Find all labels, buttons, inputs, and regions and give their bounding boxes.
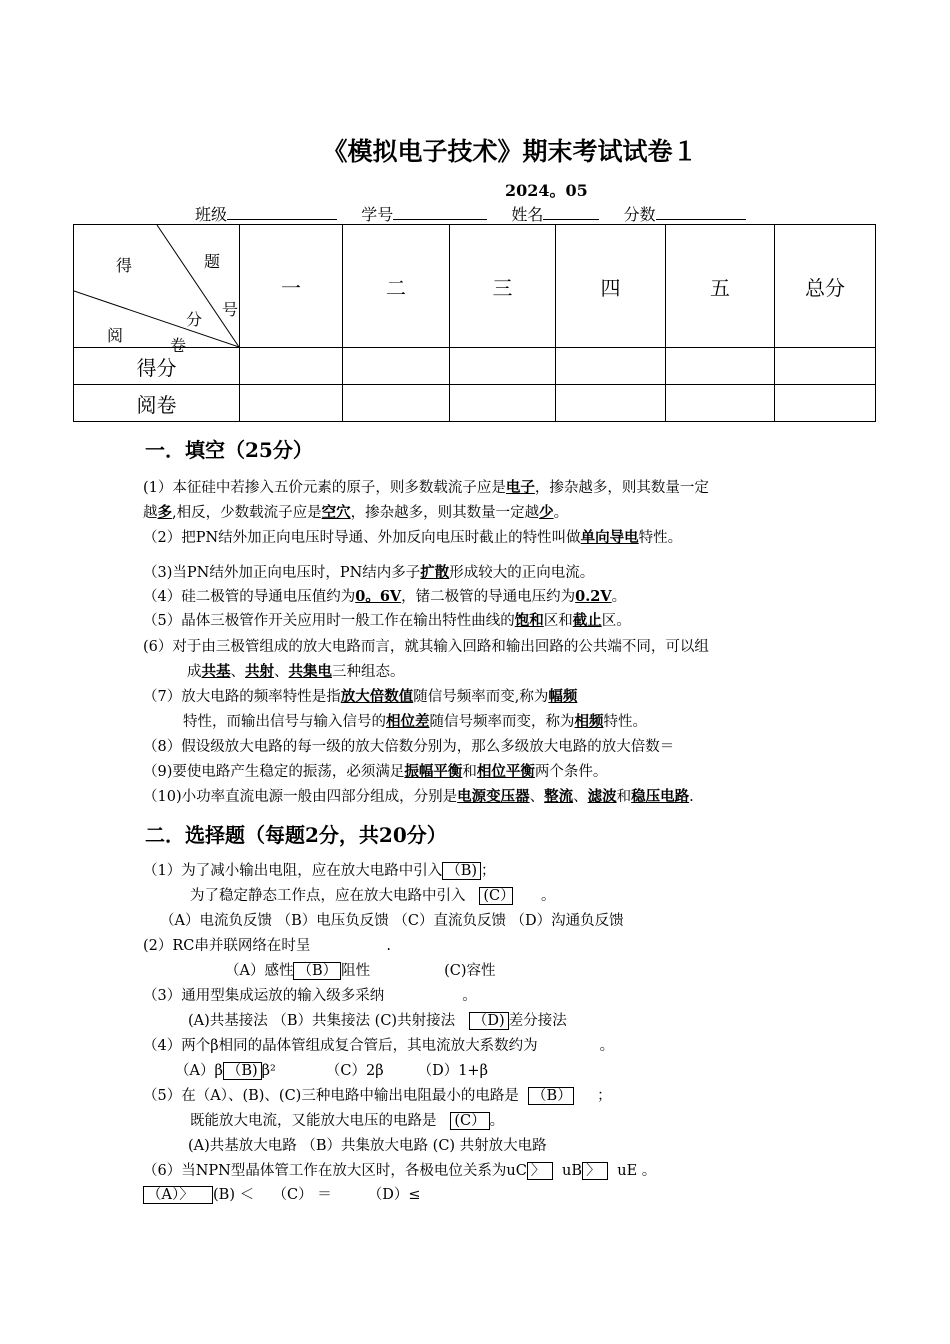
answer: 整流: [544, 788, 574, 805]
column-header-3: 三: [450, 225, 556, 348]
answer: 共基: [201, 663, 231, 680]
answer-box: （B）: [293, 962, 341, 980]
answer: 截止: [572, 612, 602, 629]
answer-box: 〉: [527, 1162, 553, 1180]
fill-q10: （10)小功率直流电源一般由四部分组成，分别是电源变压器、整流、滤波和稳压电路.: [143, 788, 694, 805]
choice-q1-options: （A）电流负反馈 （B）电压负反馈 （C）直流负反馈 （D）沟通负反馈: [160, 913, 624, 929]
answer: 0。6V: [355, 588, 402, 605]
score-label: 分数: [623, 205, 656, 224]
choice-q2-line1: (2）RC串并联网络在时呈 .: [143, 938, 392, 954]
answer: 振幅平衡: [404, 763, 463, 780]
grader-cell[interactable]: [343, 385, 450, 422]
choice-q5-options: (A)共基放大电路 （B）共集放大电路 (C) 共射放大电路: [188, 1138, 547, 1154]
score-cell[interactable]: [343, 348, 450, 385]
choice-q5-line2: 既能放大电流，又能放大电压的电路是 (C） 。: [190, 1113, 505, 1129]
section2-heading: 二．选择题（每题2分，共20分）: [145, 823, 447, 847]
choice-q3-line1: （3）通用型集成运放的输入级多采纳 。: [143, 988, 477, 1004]
grader-cell[interactable]: [240, 385, 343, 422]
row-label-score: 得分: [74, 348, 240, 385]
answer: 空穴: [321, 504, 351, 521]
score-cell[interactable]: [450, 348, 556, 385]
corner-label-hao: 号: [222, 300, 239, 319]
row-label-grader: 阅卷: [74, 385, 240, 422]
fill-q6-line1: (6）对于由三极管组成的放大电路而言，就其输入回路和输出回路的公共端不同，可以组: [143, 639, 709, 655]
grader-cell[interactable]: [556, 385, 666, 422]
corner-label-fen: 分: [186, 310, 203, 329]
fill-q7-line1: （7）放大电路的频率特性是指放大倍数值随信号频率而变,称为幅频: [143, 688, 578, 705]
score-cell[interactable]: [775, 348, 876, 385]
score-table-corner: [74, 225, 240, 355]
answer: 多: [157, 504, 172, 521]
column-header-5: 五: [666, 225, 775, 348]
choice-q2-options: （A）感性 （B） 阻性 (C)容性: [225, 963, 496, 979]
fill-q7-line2: 特性，而输出信号与输入信号的相位差随信号频率而变，称为相频特性。: [183, 713, 647, 730]
answer: 滤波: [587, 788, 617, 805]
answer-box: (C）: [450, 1112, 489, 1130]
grader-cell[interactable]: [666, 385, 775, 422]
score-table: [73, 224, 876, 422]
score-cell[interactable]: [666, 348, 775, 385]
choice-q6-options: （A）〉 (B) ＜ （C） ＝ （D）≤: [143, 1183, 421, 1204]
answer: 放大倍数值: [340, 688, 414, 705]
answer: 共集电: [288, 663, 332, 680]
answer-box: （D): [469, 1012, 509, 1030]
corner-diagonal-lines: [74, 225, 239, 347]
answer-box: （B): [223, 1062, 262, 1080]
answer: 少: [539, 504, 554, 521]
class-blank[interactable]: [227, 205, 337, 220]
column-header-2: 二: [343, 225, 450, 348]
answer: 相位差: [386, 713, 430, 730]
choice-q4-line1: （4）两个β相同的晶体管组成复合管后，其电流放大系数约为 。: [143, 1038, 615, 1054]
answer-box: 〉: [582, 1162, 608, 1180]
answer: 饱和: [514, 612, 544, 629]
answer: 扩散: [420, 564, 450, 581]
answer: 单向导电: [580, 529, 639, 546]
answer: 共射: [245, 663, 274, 680]
student-info-line: [195, 202, 746, 225]
answer-box: （B）: [528, 1087, 574, 1105]
exam-date: 2024。05: [505, 181, 588, 200]
student-id-label: 学号: [361, 205, 394, 224]
name-blank[interactable]: [543, 205, 599, 220]
fill-q6-line2: 成共基、共射、共集电三种组态。: [187, 663, 405, 680]
fill-q3: （3)当PN结外加正向电压时，PN结内多子扩散形成较大的正向电流。: [143, 564, 595, 581]
section1-heading: 一．填空（25分）: [145, 438, 313, 462]
answer: 电子: [505, 479, 535, 496]
column-header-total: 总分: [775, 225, 876, 348]
class-label: 班级: [195, 205, 228, 224]
answer: 幅频: [548, 688, 578, 705]
column-header-1: 一: [240, 225, 343, 348]
corner-label-ti: 题: [204, 252, 221, 271]
choice-q1-line1: （1）为了减小输出电阻，应在放大电路中引入 （B) ；: [143, 863, 496, 879]
answer: 相频: [574, 713, 604, 730]
fill-q1-line2: 越多,相反，少数载流子应是空穴，掺杂越多，则其数量一定越少。: [143, 504, 569, 521]
corner-label-yue: 阅: [107, 326, 124, 345]
answer: 相位平衡: [476, 763, 535, 780]
choice-q1-line2: 为了稳定静态工作点，应在放大电路中引入 (C） 。: [190, 888, 556, 904]
answer-box: (C）: [479, 887, 513, 905]
fill-q5: （5）晶体三极管作开关应用时一般工作在输出特性曲线的饱和区和截止区。: [143, 612, 631, 629]
answer-box: （A）〉: [143, 1186, 213, 1204]
score-blank[interactable]: [656, 205, 746, 220]
grader-cell[interactable]: [450, 385, 556, 422]
answer: 0.2V: [575, 588, 612, 605]
page-title: 《模拟电子技术》期末考试试卷１: [322, 137, 698, 166]
choice-q6-line1: （6）当NPN型晶体管工作在放大区时，各极电位关系为uC 〉 uB 〉 uE 。: [143, 1163, 657, 1179]
column-header-4: 四: [556, 225, 666, 348]
answer-box: （B): [442, 862, 481, 880]
fill-q1-line1: (1）本征硅中若掺入五价元素的原子，则多数载流子应是电子，掺杂越多，则其数量一定: [143, 479, 709, 496]
answer: 电源变压器: [457, 788, 530, 805]
fill-q4: （4）硅二极管的导通电压值约为0。6V，锗二极管的导通电压约为0.2V。: [143, 588, 627, 605]
student-id-blank[interactable]: [393, 205, 487, 220]
choice-q5-line1: （5）在（A）、(B)、(C)三种电路中输出电阻最小的电路是 （B） ；: [143, 1088, 612, 1104]
fill-q2: （2）把PN结外加正向电压时导通、外加反向电压时截止的特性叫做单向导电特性。: [143, 529, 683, 546]
choice-q4-options: （A）β （B) β² （C）2β （D）1+β: [175, 1063, 488, 1079]
answer: 稳压电路: [631, 788, 690, 805]
score-cell[interactable]: [240, 348, 343, 385]
fill-q9: （9)要使电路产生稳定的振荡，必须满足振幅平衡和相位平衡两个条件。: [143, 763, 608, 780]
name-label: 姓名: [511, 205, 544, 224]
score-cell[interactable]: [556, 348, 666, 385]
fill-q8: （8）假设级放大电路的每一级的放大倍数分别为，那么多级放大电路的放大倍数＝: [143, 739, 675, 755]
corner-label-juan: 卷: [170, 336, 187, 355]
grader-cell[interactable]: [775, 385, 876, 422]
corner-label-de: 得: [116, 256, 133, 275]
choice-q3-options: (A)共基接法 （B）共集接法 (C)共射接法 （D) 差分接法: [188, 1013, 567, 1029]
